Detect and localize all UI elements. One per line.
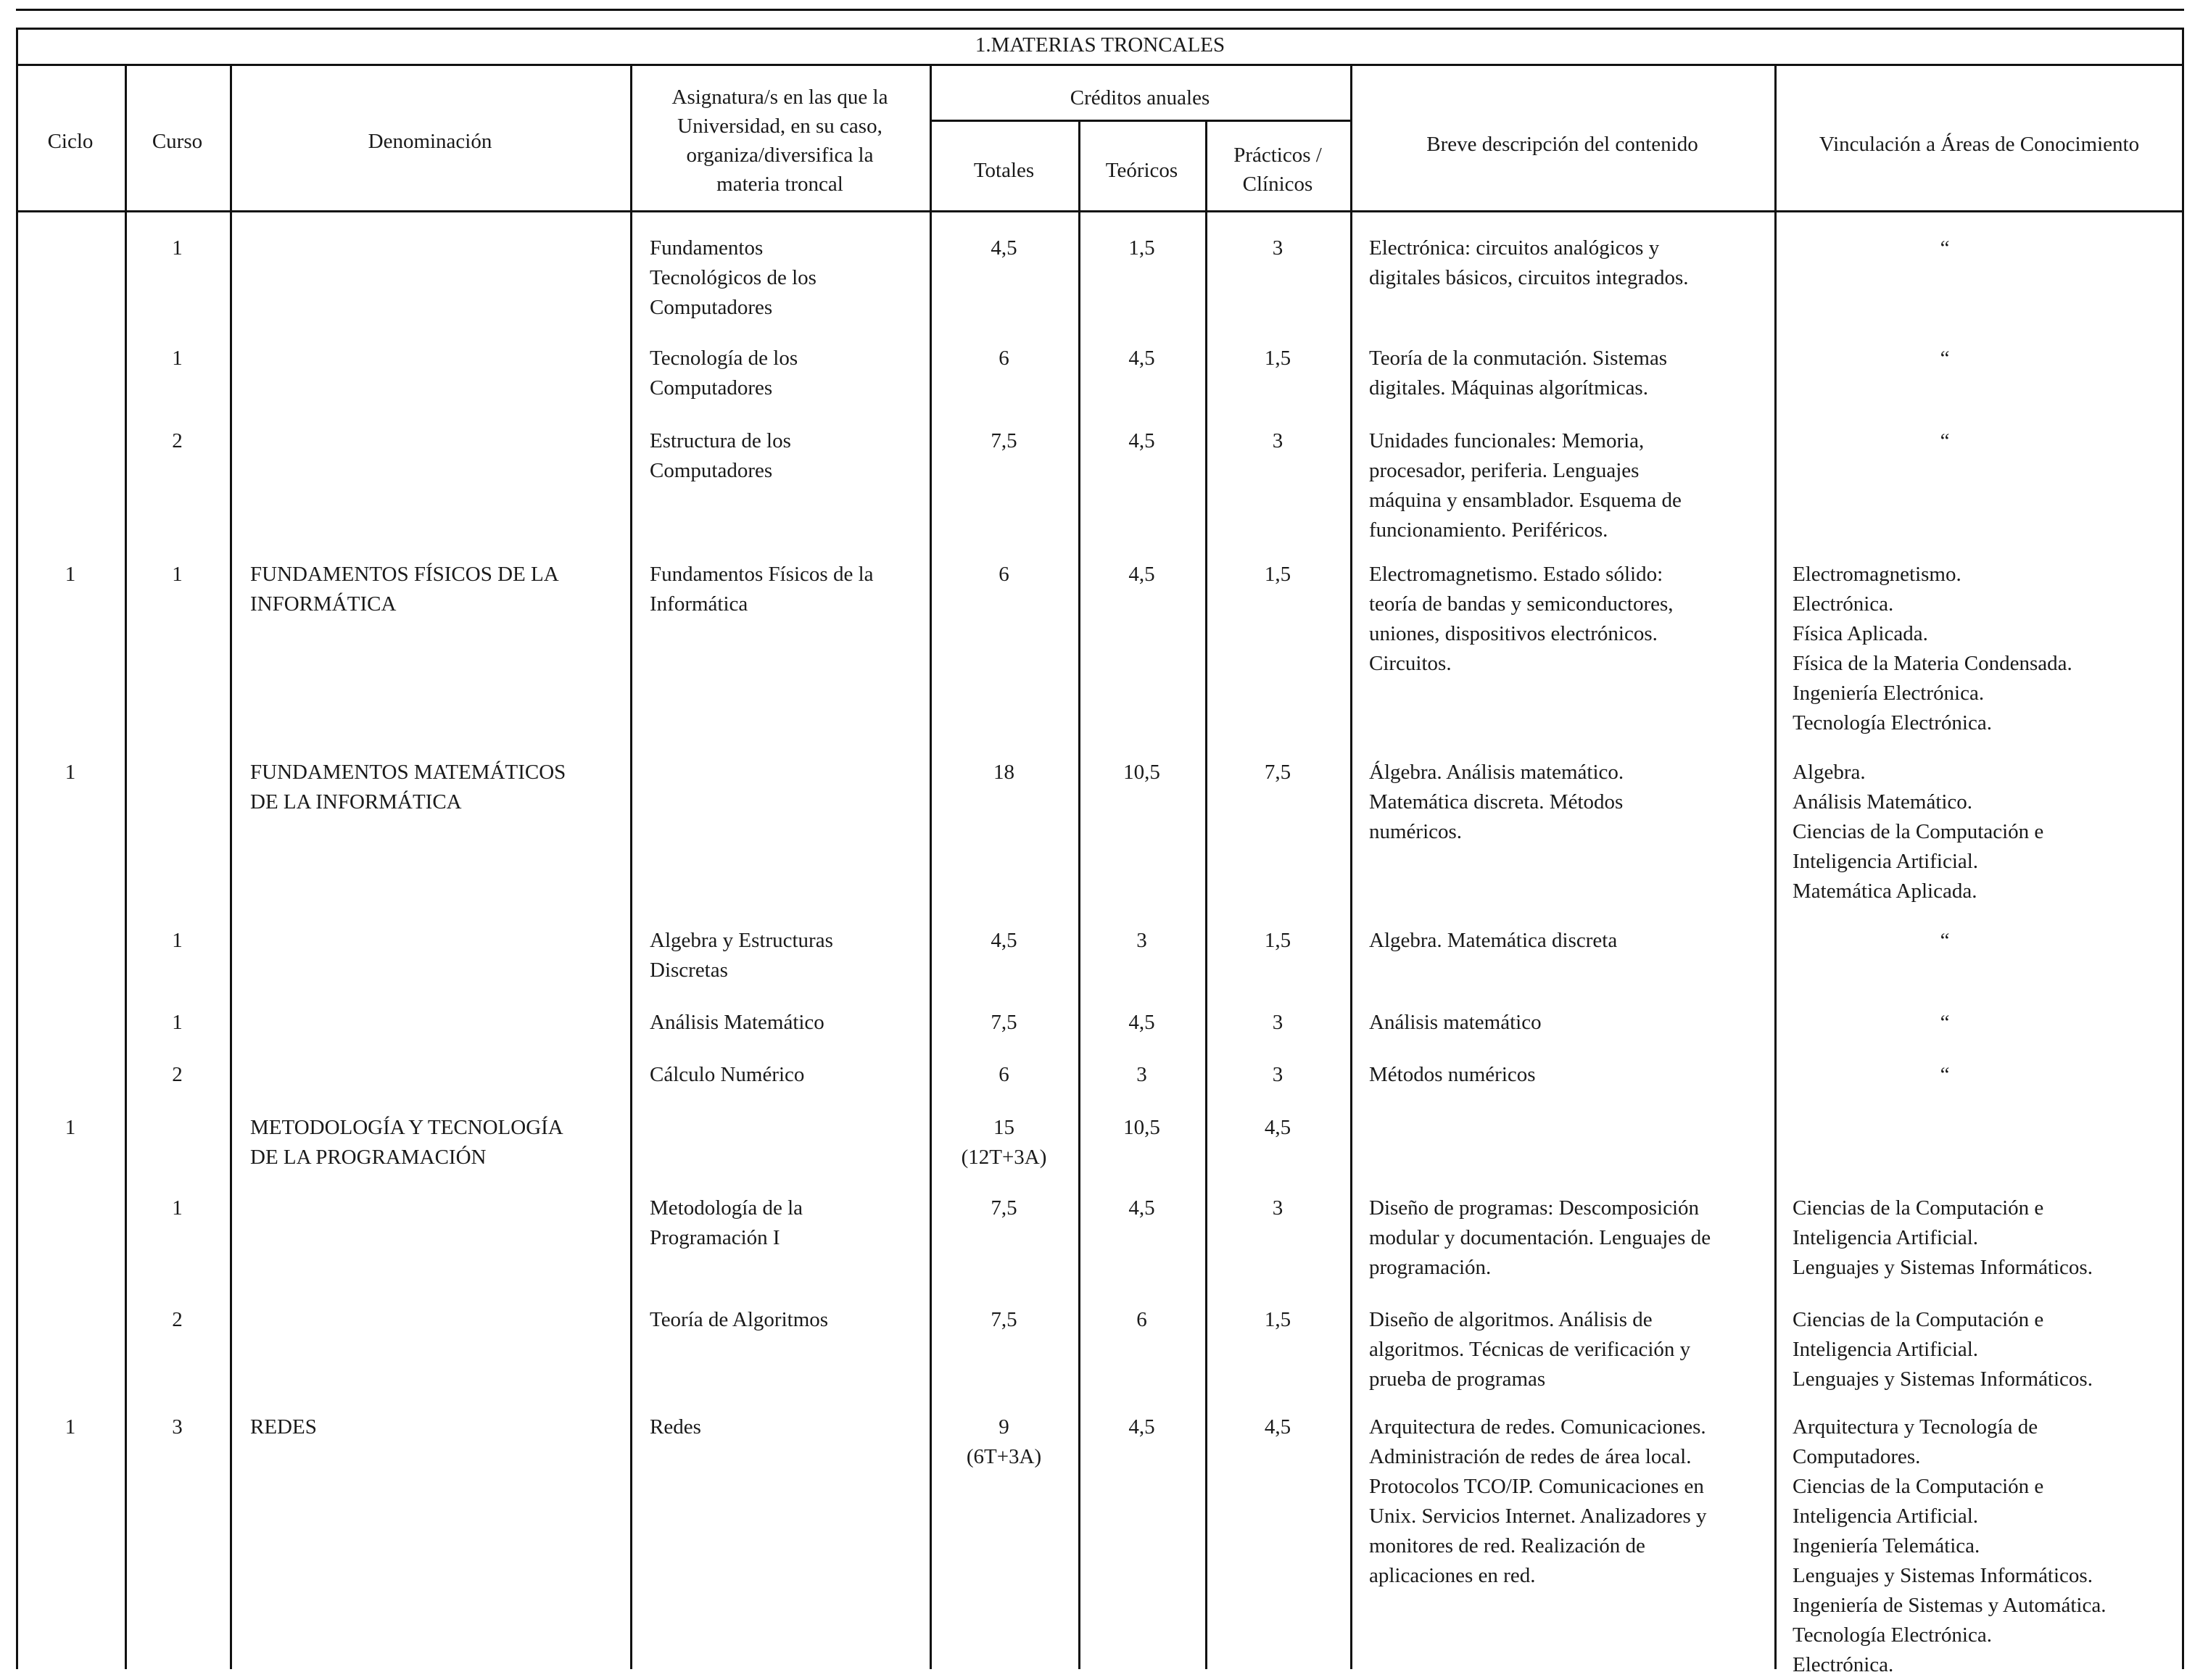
cell-totales: 6	[999, 563, 1009, 586]
cell-practicos: 3	[1272, 1063, 1283, 1086]
cell-curso: 2	[172, 1063, 183, 1086]
table-right-border	[2182, 28, 2184, 1669]
cell-vinculacion: Electromagnetismo. Electrónica. Física Aplicada. Física de la Materia Condensada. Ingeniería Electrónica. Tecnología Electrónica.	[1793, 563, 2072, 735]
cell-teoricos: 4,5	[1128, 1011, 1155, 1034]
cell-practicos: 1,5	[1264, 347, 1291, 370]
cell-teoricos: 10,5	[1123, 1116, 1160, 1139]
cell-practicos: 3	[1272, 236, 1283, 260]
cell-practicos: 3	[1272, 1011, 1283, 1034]
cell-totales: 6	[999, 1063, 1009, 1086]
cell-teoricos: 3	[1136, 929, 1147, 952]
cell-vinculacion: “	[1940, 429, 1950, 452]
cell-ciclo: 1	[65, 1415, 76, 1439]
cell-vinculacion: “	[1940, 929, 1950, 952]
cell-teoricos: 6	[1136, 1308, 1147, 1331]
cell-totales: 9 (6T+3A)	[966, 1415, 1042, 1468]
cell-vinculacion: “	[1940, 236, 1950, 260]
cell-asignatura: Cálculo Numérico	[650, 1063, 805, 1086]
cell-teoricos: 4,5	[1128, 563, 1155, 586]
cell-totales: 7,5	[991, 1196, 1017, 1220]
cell-teoricos: 4,5	[1128, 1415, 1155, 1439]
cell-totales: 7,5	[991, 1011, 1017, 1034]
cell-practicos: 3	[1272, 429, 1283, 452]
cell-practicos: 1,5	[1264, 1308, 1291, 1331]
cell-totales: 4,5	[991, 236, 1017, 260]
cell-descripcion: Álgebra. Análisis matemático. Matemática discreta. Métodos numéricos.	[1369, 761, 1624, 843]
cell-vinculacion: Arquitectura y Tecnología de Computadores. Ciencias de la Computación e Inteligencia Artificial. Ingeniería Telemática. Lenguajes y Sistemas Informáticos. Ingeniería de Sistemas y Automática. Tecnología Electrónica. Electrónica.	[1793, 1415, 2107, 1676]
cell-descripcion: Arquitectura de redes. Comunicaciones. Administración de redes de área local. Protocolos TCO/IP. Comunicaciones en Unix. Servicios Internet. Analizadores y monitores de red. Realización de aplicaciones en red.	[1369, 1415, 1707, 1587]
cell-teoricos: 4,5	[1128, 429, 1155, 452]
cell-totales: 4,5	[991, 929, 1017, 952]
col-header-vinculacion: Vinculación a Áreas de Conocimiento	[1819, 133, 2140, 156]
cell-practicos: 3	[1272, 1196, 1283, 1220]
cell-asignatura: Tecnología de los Computadores	[650, 347, 798, 400]
cell-asignatura: Análisis Matemático	[650, 1011, 824, 1034]
cell-descripcion: Teoría de la conmutación. Sistemas digitales. Máquinas algorítmicas.	[1369, 347, 1668, 400]
cell-totales: 7,5	[991, 429, 1017, 452]
col-header-creditos: Créditos anuales	[1070, 86, 1210, 109]
cell-totales: 18	[993, 761, 1014, 784]
cell-ciclo: 1	[65, 761, 76, 784]
cell-asignatura: Redes	[650, 1415, 701, 1439]
cell-vinculacion: Ciencias de la Computación e Inteligencia Artificial. Lenguajes y Sistemas Informáticos.	[1793, 1308, 2093, 1391]
cell-descripcion: Electromagnetismo. Estado sólido: teoría de bandas y semiconductores, uniones, dispositivos electrónicos. Circuitos.	[1369, 563, 1674, 675]
cell-curso: 1	[172, 236, 183, 260]
cell-curso: 3	[172, 1415, 183, 1439]
cell-curso: 1	[172, 929, 183, 952]
col-header-teoricos: Teóricos	[1105, 159, 1178, 182]
cell-vinculacion: Ciencias de la Computación e Inteligencia Artificial. Lenguajes y Sistemas Informáticos.	[1793, 1196, 2093, 1279]
col-header-descripcion: Breve descripción del contenido	[1426, 133, 1698, 156]
col-header-totales: Totales	[973, 159, 1035, 182]
cell-totales: 6	[999, 347, 1009, 370]
header-bottom-border	[16, 210, 2184, 212]
cell-ciclo: 1	[65, 563, 76, 586]
cell-curso: 2	[172, 1308, 183, 1331]
cell-descripcion: Electrónica: circuitos analógicos y digitales básicos, circuitos integrados.	[1369, 236, 1689, 289]
col-divider-practicos	[1350, 64, 1352, 1669]
cell-descripcion: Diseño de programas: Descomposición modular y documentación. Lenguajes de programación.	[1369, 1196, 1711, 1279]
cell-asignatura: Teoría de Algoritmos	[650, 1308, 829, 1331]
cell-denominacion: METODOLOGÍA Y TECNOLOGÍA DE LA PROGRAMACIÓN	[250, 1116, 563, 1169]
cell-descripcion: Unidades funcionales: Memoria, procesador, periferia. Lenguajes máquina y ensamblador. Esquema de funcionamiento. Periféricos.	[1369, 429, 1682, 542]
cell-descripcion: Métodos numéricos	[1369, 1063, 1536, 1086]
cell-asignatura: Estructura de los Computadores	[650, 429, 791, 482]
cell-vinculacion: “	[1940, 347, 1950, 370]
cell-asignatura: Fundamentos Tecnológicos de los Computadores	[650, 236, 816, 319]
cell-ciclo: 1	[65, 1116, 76, 1139]
cell-practicos: 4,5	[1264, 1415, 1291, 1439]
col-header-practicos: Prácticos / Clínicos	[1233, 144, 1322, 196]
cell-curso: 1	[172, 347, 183, 370]
col-divider-curso	[230, 64, 232, 1669]
col-header-denominacion: Denominación	[368, 130, 492, 153]
col-divider-descripcion	[1774, 64, 1777, 1669]
cell-practicos: 7,5	[1264, 761, 1291, 784]
section-title: 1.MATERIAS TRONCALES	[975, 33, 1225, 57]
cell-practicos: 4,5	[1264, 1116, 1291, 1139]
header-top-border	[16, 28, 2184, 30]
cell-teoricos: 4,5	[1128, 347, 1155, 370]
cell-teoricos: 4,5	[1128, 1196, 1155, 1220]
credits-subdivider	[930, 120, 1350, 122]
cell-curso: 1	[172, 1011, 183, 1034]
cell-vinculacion: Algebra. Análisis Matemático. Ciencias de la Computación e Inteligencia Artificial. Matemática Aplicada.	[1793, 761, 2044, 903]
cell-denominacion: FUNDAMENTOS FÍSICOS DE LA INFORMÁTICA	[250, 563, 559, 616]
cell-descripcion: Algebra. Matemática discreta	[1369, 929, 1618, 952]
cell-denominacion: FUNDAMENTOS MATEMÁTICOS DE LA INFORMÁTICA	[250, 761, 566, 814]
cell-descripcion: Diseño de algoritmos. Análisis de algoritmos. Técnicas de verificación y prueba de programas	[1369, 1308, 1691, 1391]
cell-asignatura: Metodología de la Programación I	[650, 1196, 803, 1249]
cell-denominacion: REDES	[250, 1415, 317, 1439]
cell-curso: 1	[172, 1196, 183, 1220]
cell-curso: 1	[172, 563, 183, 586]
top-edge-line	[16, 9, 2184, 11]
col-header-curso: Curso	[152, 130, 203, 153]
header-title-divider	[16, 64, 2184, 66]
cell-practicos: 1,5	[1264, 563, 1291, 586]
cell-teoricos: 10,5	[1123, 761, 1160, 784]
cell-vinculacion: “	[1940, 1011, 1950, 1034]
cell-curso: 2	[172, 429, 183, 452]
cell-totales: 7,5	[991, 1308, 1017, 1331]
col-header-asignatura: Asignatura/s en las que la Universidad, en su caso, organiza/diversifica la materia troncal	[671, 86, 888, 196]
cell-asignatura: Fundamentos Físicos de la Informática	[650, 563, 874, 616]
cell-descripcion: Análisis matemático	[1369, 1011, 1542, 1034]
col-header-ciclo: Ciclo	[47, 130, 94, 153]
cell-asignatura: Algebra y Estructuras Discretas	[650, 929, 833, 982]
cell-teoricos: 3	[1136, 1063, 1147, 1086]
cell-vinculacion: “	[1940, 1063, 1950, 1086]
cell-practicos: 1,5	[1264, 929, 1291, 952]
cell-teoricos: 1,5	[1128, 236, 1155, 260]
col-divider-denominacion	[630, 64, 632, 1669]
cell-totales: 15 (12T+3A)	[961, 1116, 1047, 1169]
